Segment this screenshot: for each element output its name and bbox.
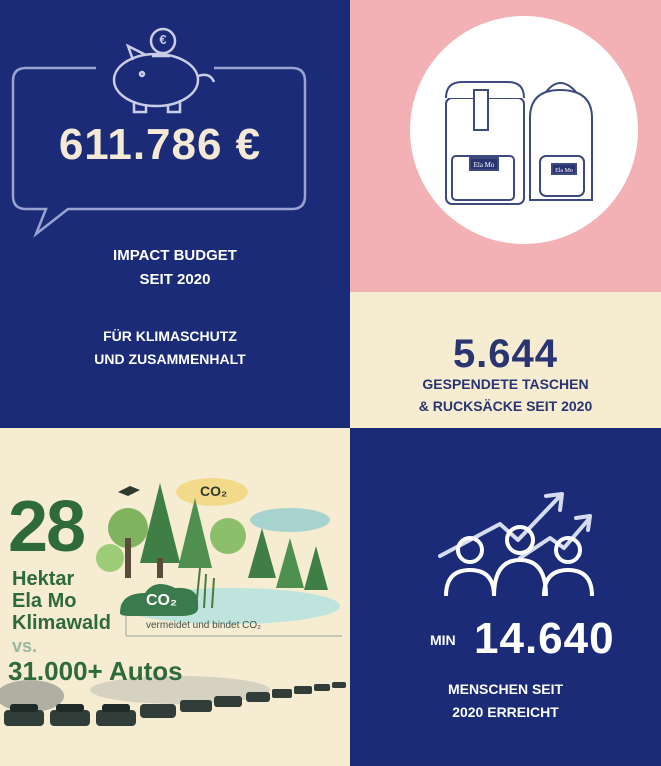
people-prefix: MIN (430, 632, 456, 648)
bag-brand-label: Ela Mo (473, 161, 495, 169)
co2-cloud-label-1: CO₂ (200, 483, 228, 499)
impact-label-line1: IMPACT BUDGET (113, 247, 237, 264)
bird-icon (118, 486, 140, 496)
impact-budget-panel (0, 0, 350, 428)
people-label-line1: MENSCHEN SEIT (447, 681, 564, 697)
cars-count: 31.000+ Autos (8, 656, 183, 686)
co2-caption: vermeidet und bindet CO₂ (146, 620, 262, 631)
bags-label-line1: GESPENDETE TASCHEN (422, 376, 589, 392)
forest-vs-cars-panel (0, 428, 350, 766)
hectares-label (12, 568, 111, 634)
bags-illustration-panel (350, 0, 661, 292)
hectares-label-line1: Hektar (12, 568, 75, 590)
people-count: 14.640 (474, 614, 615, 663)
bag-brand-label-2: Ela Mo (555, 168, 573, 174)
bags-count: 5.644 (452, 332, 559, 376)
co2-cloud-label-2: CO₂ (146, 592, 178, 609)
impact-label-line2: SEIT 2020 (139, 271, 211, 288)
hectares-number: 28 (8, 487, 85, 567)
impact-amount: 611.786 € (58, 120, 262, 169)
euro-icon: € (159, 32, 167, 47)
purpose-line2: UND ZUSAMMENHALT (94, 351, 246, 367)
people-label-line2: 2020 ERREICHT (452, 704, 559, 720)
bags-circle (410, 16, 638, 244)
backpack-icon (410, 16, 638, 244)
purpose-line1: FÜR KLIMASCHUTZ (103, 328, 237, 344)
bags-count-panel (350, 292, 661, 428)
people-reached-panel (350, 428, 661, 766)
bags-label-line2: & RUCKSÄCKE SEIT 2020 (418, 398, 593, 414)
versus-label: vs. (12, 636, 38, 656)
hectares-label-line3: Klimawald (12, 612, 111, 634)
hectares-label-line2: Ela Mo (12, 590, 77, 612)
